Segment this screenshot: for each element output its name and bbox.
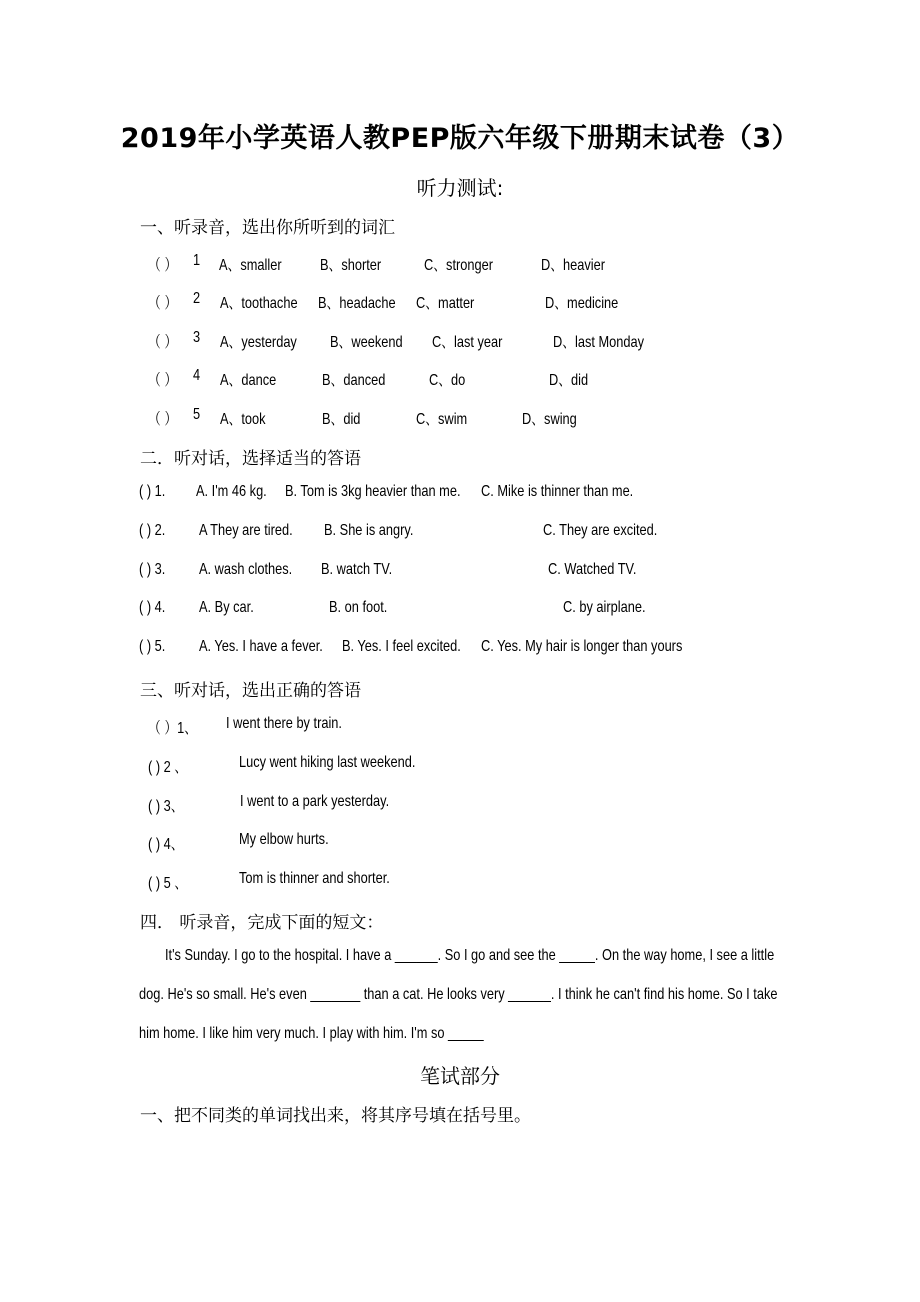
section3-heading: 三、听对话，选出正确的答语 [140,681,361,701]
section4-heading: 四． 听录音，完成下面的短文： [140,913,384,933]
option-b: B、shorter [320,257,382,274]
option-b: B、weekend [330,334,403,351]
paragraph-line: It's Sunday. I go to the hospital. I have a ______. So I go and see the _____. On the way home, I see a little [165,947,775,964]
option-d: D、medicine [545,295,619,312]
option-d: D、swing [522,411,577,428]
statement-text: I went to a park yesterday. [240,793,390,810]
option-a: A. By car. [199,599,254,616]
answer-bracket[interactable]: ( ) 5. [139,638,166,655]
item-number: 4 [193,367,201,384]
item-number: 3 [193,329,201,346]
option-c: C、stronger [424,257,494,274]
answer-bracket[interactable]: （ ） [148,372,178,389]
option-a: A、yesterday [220,334,297,351]
option-a: A. I'm 46 kg. [196,483,267,500]
item-number: 2 [193,290,201,307]
option-a: A、toothache [220,295,298,312]
option-b: B、headache [318,295,396,312]
option-b: B、danced [322,372,386,389]
statement-text: Tom is thinner and shorter. [239,870,390,887]
statement-text: Lucy went hiking last weekend. [239,754,416,771]
answer-bracket[interactable]: ( ) 2. [139,522,166,539]
option-c: C. They are excited. [543,522,658,539]
option-b: B. She is angry. [324,522,414,539]
option-d: D、heavier [541,257,606,274]
option-d: D、did [549,372,589,389]
section1-heading: 一、听录音，选出你所听到的词汇 [140,218,395,238]
option-b: B、did [322,411,361,428]
option-b: B. watch TV. [321,561,393,578]
option-b: B. on foot. [329,599,388,616]
answer-bracket[interactable]: （ ） [148,257,178,274]
answer-bracket[interactable]: ( ) 3. [139,561,166,578]
option-c: C、do [429,372,466,389]
option-c: C、matter [416,295,475,312]
statement-text: I went there by train. [226,715,342,732]
answer-bracket[interactable]: ( ) 5 、 [148,875,188,892]
answer-bracket[interactable]: ( ) 4、 [148,836,184,853]
item-number: 1 [193,252,201,269]
option-c: C. Watched TV. [548,561,637,578]
answer-bracket[interactable]: （ ） [148,334,178,351]
option-c: C、swim [416,411,468,428]
option-a: A. Yes. I have a fever. [199,638,323,655]
listening-heading: 听力测试: [416,176,504,200]
option-b: B. Yes. I feel excited. [342,638,461,655]
option-c: C、last year [432,334,503,351]
statement-text: My elbow hurts. [239,831,329,848]
page-title: 2019年小学英语人教PEP版六年级下册期末试卷（3） [120,123,800,154]
answer-bracket[interactable]: （ ） [148,411,178,428]
written-heading: 笔试部分 [420,1064,500,1088]
option-d: D、last Monday [553,334,645,351]
paragraph-line: him home. I like him very much. I play with him. I'm so _____ [139,1025,484,1042]
answer-bracket[interactable]: ( ) 3、 [148,798,184,815]
answer-bracket[interactable]: ( ) 2 、 [148,759,188,776]
written-section1-heading: 一、把不同类的单词找出来，将其序号填在括号里。 [140,1106,531,1126]
option-a: A、took [220,411,266,428]
section2-heading: 二．听对话，选择适当的答语 [140,449,361,469]
answer-bracket[interactable]: ( ) 4. [139,599,166,616]
item-number: 5 [193,406,201,423]
option-a: A. wash clothes. [199,561,293,578]
option-c: C. Mike is thinner than me. [481,483,634,500]
option-a: A、dance [220,372,277,389]
paragraph-line: dog. He's so small. He's even _______ than a cat. He looks very ______. I think he can't find his home. So I take [139,986,778,1003]
answer-bracket[interactable]: ( ) 1. [139,483,166,500]
answer-bracket[interactable]: （ ） [148,295,178,312]
answer-bracket[interactable]: （ ）1、 [148,720,198,737]
option-c: C. by airplane. [563,599,646,616]
option-a: A、smaller [219,257,282,274]
option-c: C. Yes. My hair is longer than yours [481,638,683,655]
option-b: B. Tom is 3kg heavier than me. [285,483,461,500]
option-a: A They are tired. [199,522,293,539]
